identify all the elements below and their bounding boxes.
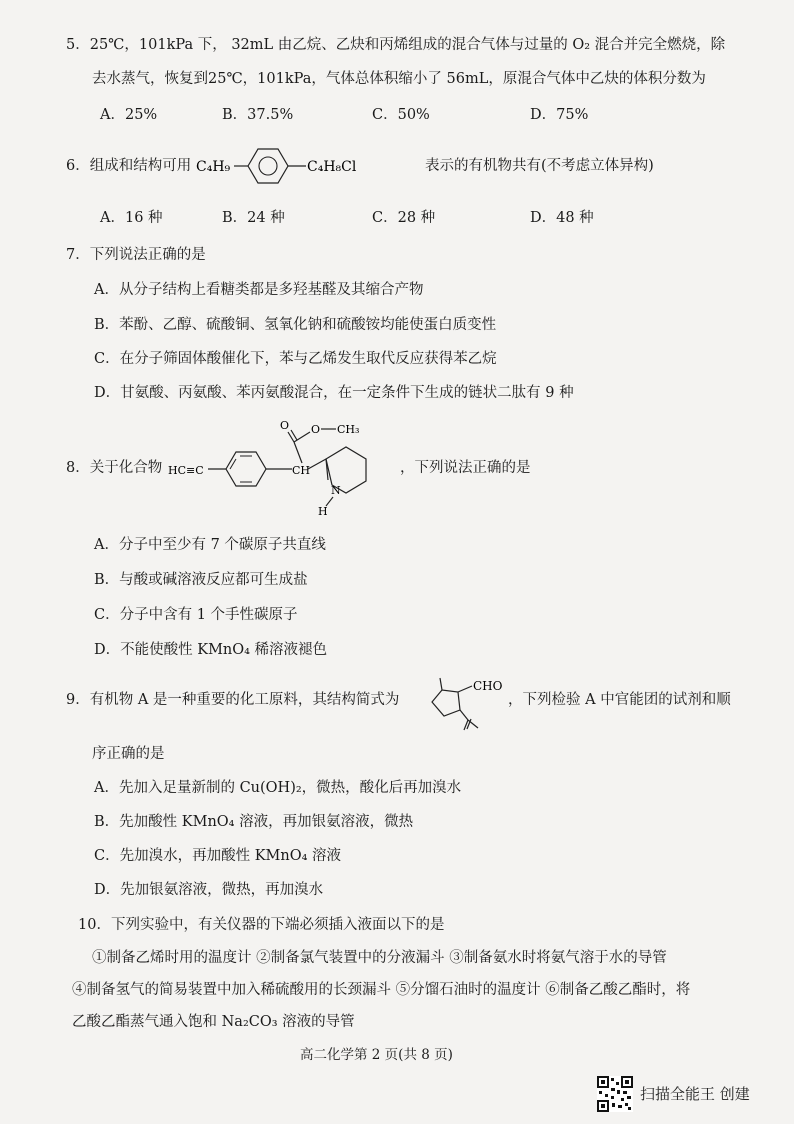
q8-compound-structure xyxy=(168,418,402,518)
q5-option-c: C．50% xyxy=(372,107,430,123)
q6-option-b: B．24 种 xyxy=(222,210,285,226)
q5-option-a: A．25% xyxy=(100,107,158,123)
q9-stem-suffix: ，下列检验 A 中官能团的试剂和顺 xyxy=(508,692,731,708)
q9-option-d: D．先加银氨溶液，微热，再加溴水 xyxy=(94,882,324,898)
q5-option-d: D．75% xyxy=(530,107,589,123)
q10-item-line2: ④制备氢气的简易装置中加入稀硫酸用的长颈漏斗 ⑤分馏石油时的温度计 ⑥制备乙酸乙酯时，将 xyxy=(72,982,691,998)
q10-item-line1: ①制备乙烯时用的温度计 ②制备氯气装置中的分液漏斗 ③制备氨水时将氨气溶于水的导管 xyxy=(92,950,667,966)
q8-alkyne-label: HC≡C xyxy=(168,464,204,477)
page-footer: 高二化学第 2 页(共 8 页) xyxy=(300,1047,453,1063)
q8-n-label: N xyxy=(331,484,341,497)
q8-option-a: A．分子中至少有 7 个碳原子共直线 xyxy=(94,537,326,553)
q6-right-group: C₄H₈Cl xyxy=(307,159,357,175)
q5-option-b: B．37.5% xyxy=(222,107,294,123)
q9-aldehyde-label: CHO xyxy=(473,679,503,693)
q6-benzene-structure xyxy=(196,143,421,189)
q6-stem-prefix: 6．组成和结构可用 xyxy=(66,158,192,174)
q9-option-c: C．先加溴水，再加酸性 KMnO₄ 溶液 xyxy=(94,848,342,864)
q8-option-d: D．不能使酸性 KMnO₄ 稀溶液褪色 xyxy=(94,642,328,658)
q8-ester-o: O xyxy=(311,423,321,436)
q8-stem-prefix: 8．关于化合物 xyxy=(66,460,163,476)
scanner-watermark: 扫描全能王 创建 xyxy=(640,1085,750,1103)
q7-option-c: C．在分子筛固体酸催化下，苯与乙烯发生取代反应获得苯乙烷 xyxy=(94,351,497,367)
q8-option-b: B．与酸或碱溶液反应都可生成盐 xyxy=(94,572,308,588)
q8-ch-label: CH xyxy=(292,464,311,477)
q7-option-d: D．甘氨酸、丙氨酸、苯丙氨酸混合，在一定条件下生成的链状二肽有 9 种 xyxy=(94,385,574,401)
q7-option-b: B．苯酚、乙醇、硫酸铜、氢氧化钠和硫酸铵均能使蛋白质变性 xyxy=(94,317,497,333)
q9-stem-line2: 序正确的是 xyxy=(92,746,165,762)
q8-carbonyl-o: O xyxy=(280,419,290,432)
q9-option-a: A．先加入足量新制的 Cu(OH)₂，微热，酸化后再加溴水 xyxy=(94,780,462,796)
q9-compound-structure xyxy=(420,674,512,732)
q6-option-c: C．28 种 xyxy=(372,210,436,226)
q8-methyl-label: CH₃ xyxy=(337,423,360,436)
q5-stem-line2: 去水蒸气，恢复到25℃，101kPa，气体总体积缩小了 56mL，原混合气体中乙炔的体积分数为 xyxy=(92,71,706,87)
q6-stem-suffix: 表示的有机物共有(不考虑立体异构) xyxy=(425,158,654,174)
q7-stem: 7．下列说法正确的是 xyxy=(66,247,206,263)
q10-stem: 10．下列实验中，有关仪器的下端必须插入液面以下的是 xyxy=(78,917,445,933)
q6-option-a: A．16 种 xyxy=(100,210,163,226)
q8-option-c: C．分子中含有 1 个手性碳原子 xyxy=(94,607,298,623)
q8-h-label: H xyxy=(318,505,328,518)
q5-stem-line1: 5．25℃，101kPa 下， 32mL 由乙烷、乙炔和丙烯组成的混合气体与过量的 O₂ 混合并完全燃烧，除 xyxy=(66,37,726,53)
q6-option-d: D．48 种 xyxy=(530,210,594,226)
q8-stem-suffix: ，下列说法正确的是 xyxy=(400,460,531,476)
q9-stem-prefix: 9．有机物 A 是一种重要的化工原料，其结构简式为 xyxy=(66,692,400,708)
q7-option-a: A．从分子结构上看糖类都是多羟基醛及其缩合产物 xyxy=(94,282,424,298)
q10-item-line3: 乙酸乙酯蒸气通入饱和 Na₂CO₃ 溶液的导管 xyxy=(72,1014,355,1030)
q9-option-b: B．先加酸性 KMnO₄ 溶液，再加银氨溶液，微热 xyxy=(94,814,414,830)
q6-left-group: C₄H₉ xyxy=(196,159,231,175)
qr-code-icon xyxy=(597,1076,633,1112)
